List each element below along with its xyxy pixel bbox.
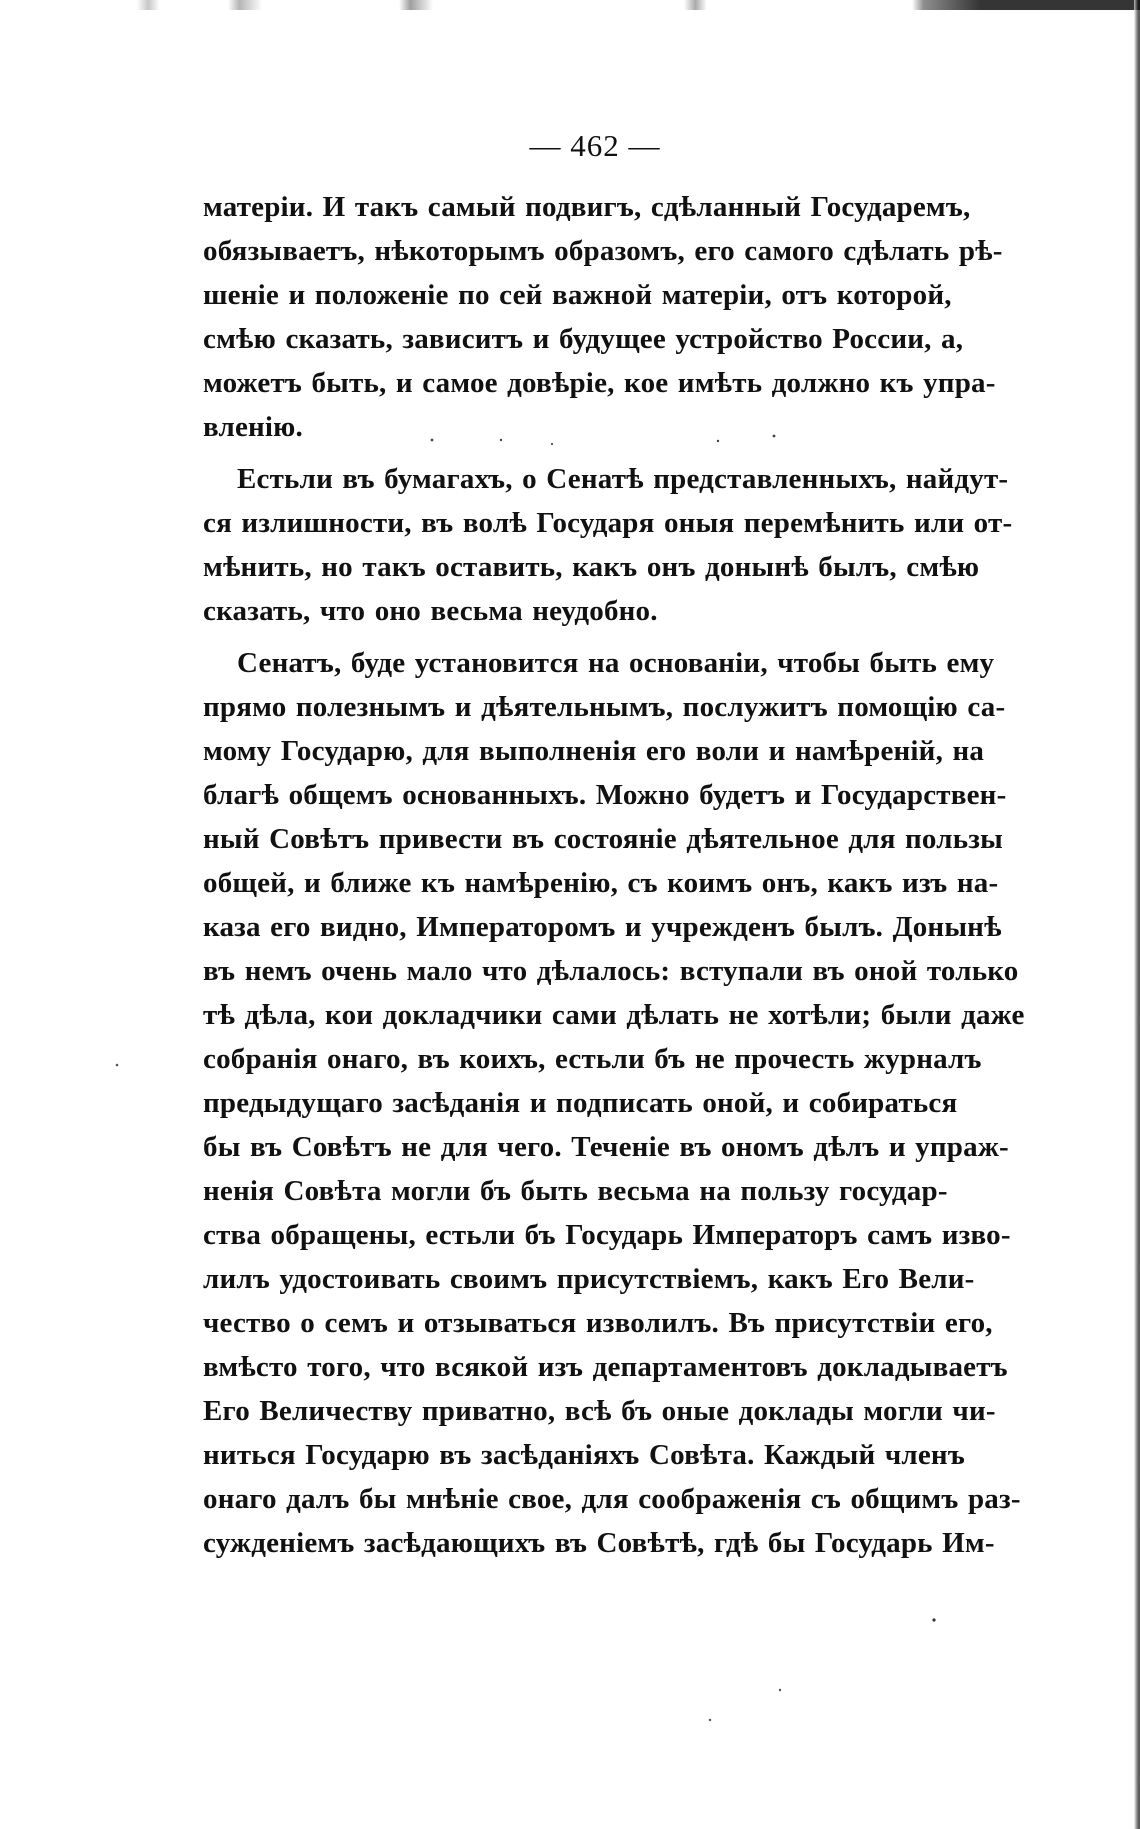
speck-mark [116, 1064, 119, 1067]
text-line: смѣю сказать, зависитъ и будущее устройство России, а, [203, 323, 964, 355]
text-line: ниться Государю въ засѣданіяхъ Совѣта. Каждый членъ [203, 1439, 965, 1471]
text-line: благѣ общемъ основанныхъ. Можно будетъ и Государствен- [203, 779, 1007, 811]
scan-top-edge [0, 0, 1140, 10]
text-line: собранія онаго, въ коихъ, естьли бъ не прочесть журналъ [203, 1043, 982, 1075]
text-line: матеріи. И такъ самый подвигъ, сдѣланный Государемъ, [203, 191, 971, 223]
text-line: ства обращены, естьли бъ Государь Императоръ самъ изво- [203, 1219, 1011, 1251]
text-line: предыдущаго засѣданія и подписать оной, и собираться [203, 1087, 958, 1119]
text-line: можетъ быть, и самое довѣріе, кое имѣть должно къ упра- [203, 367, 996, 399]
text-line: Естьли въ бумагахъ, о Сенатѣ представленныхъ, найдут- [237, 463, 1009, 495]
text-line: чество о семъ и отзываться изволилъ. Въ присутствіи его, [203, 1307, 993, 1339]
paragraph-gap [203, 633, 1077, 641]
text-line: сужденіемъ засѣдающихъ въ Совѣтѣ, гдѣ бы Государь Им- [203, 1527, 995, 1559]
text-line: прямо полезнымъ и дѣятельнымъ, послужитъ помощію са- [203, 691, 1006, 723]
text-line: мому Государю, для выполненія его воли и намѣреній, на [203, 735, 985, 767]
text-line: общей, и ближе къ намѣренію, съ коимъ онъ, какъ изъ на- [203, 867, 999, 899]
paragraph-3 [203, 641, 1077, 1565]
speck-mark [932, 1618, 935, 1621]
text-line: обязываетъ, нѣкоторымъ образомъ, его самого сдѣлать рѣ- [203, 235, 1003, 267]
text-line: Сенатъ, буде установится на основаніи, чтобы быть ему [237, 647, 995, 679]
text-line: Его Величеству приватно, всѣ бъ оные доклады могли чи- [203, 1395, 996, 1427]
speck-mark [709, 1719, 711, 1721]
paragraph-1 [203, 185, 1077, 449]
text-line: вмѣсто того, что всякой изъ департаментовъ докладываетъ [203, 1351, 1008, 1383]
page-number-text: — 462 — [529, 128, 661, 163]
scan-right-edge [1134, 0, 1140, 1829]
text-line: ный Совѣтъ привести въ состояніе дѣятельное для пользы [203, 823, 1003, 855]
text-line: вленію. [203, 411, 303, 443]
text-line: ненія Совѣта могли бъ быть весьма на пользу государ- [203, 1175, 948, 1207]
text-line: каза его видно, Императоромъ и учрежденъ былъ. Донынѣ [203, 911, 1002, 943]
text-line: въ немъ очень мало что дѣлалось: вступали въ оной только [203, 955, 1019, 987]
text-line: сказать, что оно весьма неудобно. [203, 595, 658, 627]
text-line: онаго далъ бы мнѣніе свое, для соображенія съ общимъ раз- [203, 1483, 1021, 1515]
text-line: лилъ удостоивать своимъ присутствіемъ, какъ Его Вели- [203, 1263, 975, 1295]
page-number [0, 128, 1140, 164]
body-text [203, 185, 1077, 1565]
text-line: тѣ дѣла, кои докладчики сами дѣлать не хотѣли; были даже [203, 999, 1025, 1031]
text-line: шеніе и положеніе по сей важной матеріи, отъ которой, [203, 279, 952, 311]
text-line: бы въ Совѣтъ не для чего. Теченіе въ ономъ дѣлъ и упраж- [203, 1131, 1009, 1163]
text-line: мѣнить, но такъ оставить, какъ онъ донынѣ былъ, смѣю [203, 551, 980, 583]
text-line: ся излишности, въ волѣ Государя оныя перемѣнить или от- [203, 507, 1013, 539]
paragraph-2 [203, 457, 1077, 633]
speck-mark [779, 1689, 781, 1691]
paragraph-gap [203, 449, 1077, 457]
